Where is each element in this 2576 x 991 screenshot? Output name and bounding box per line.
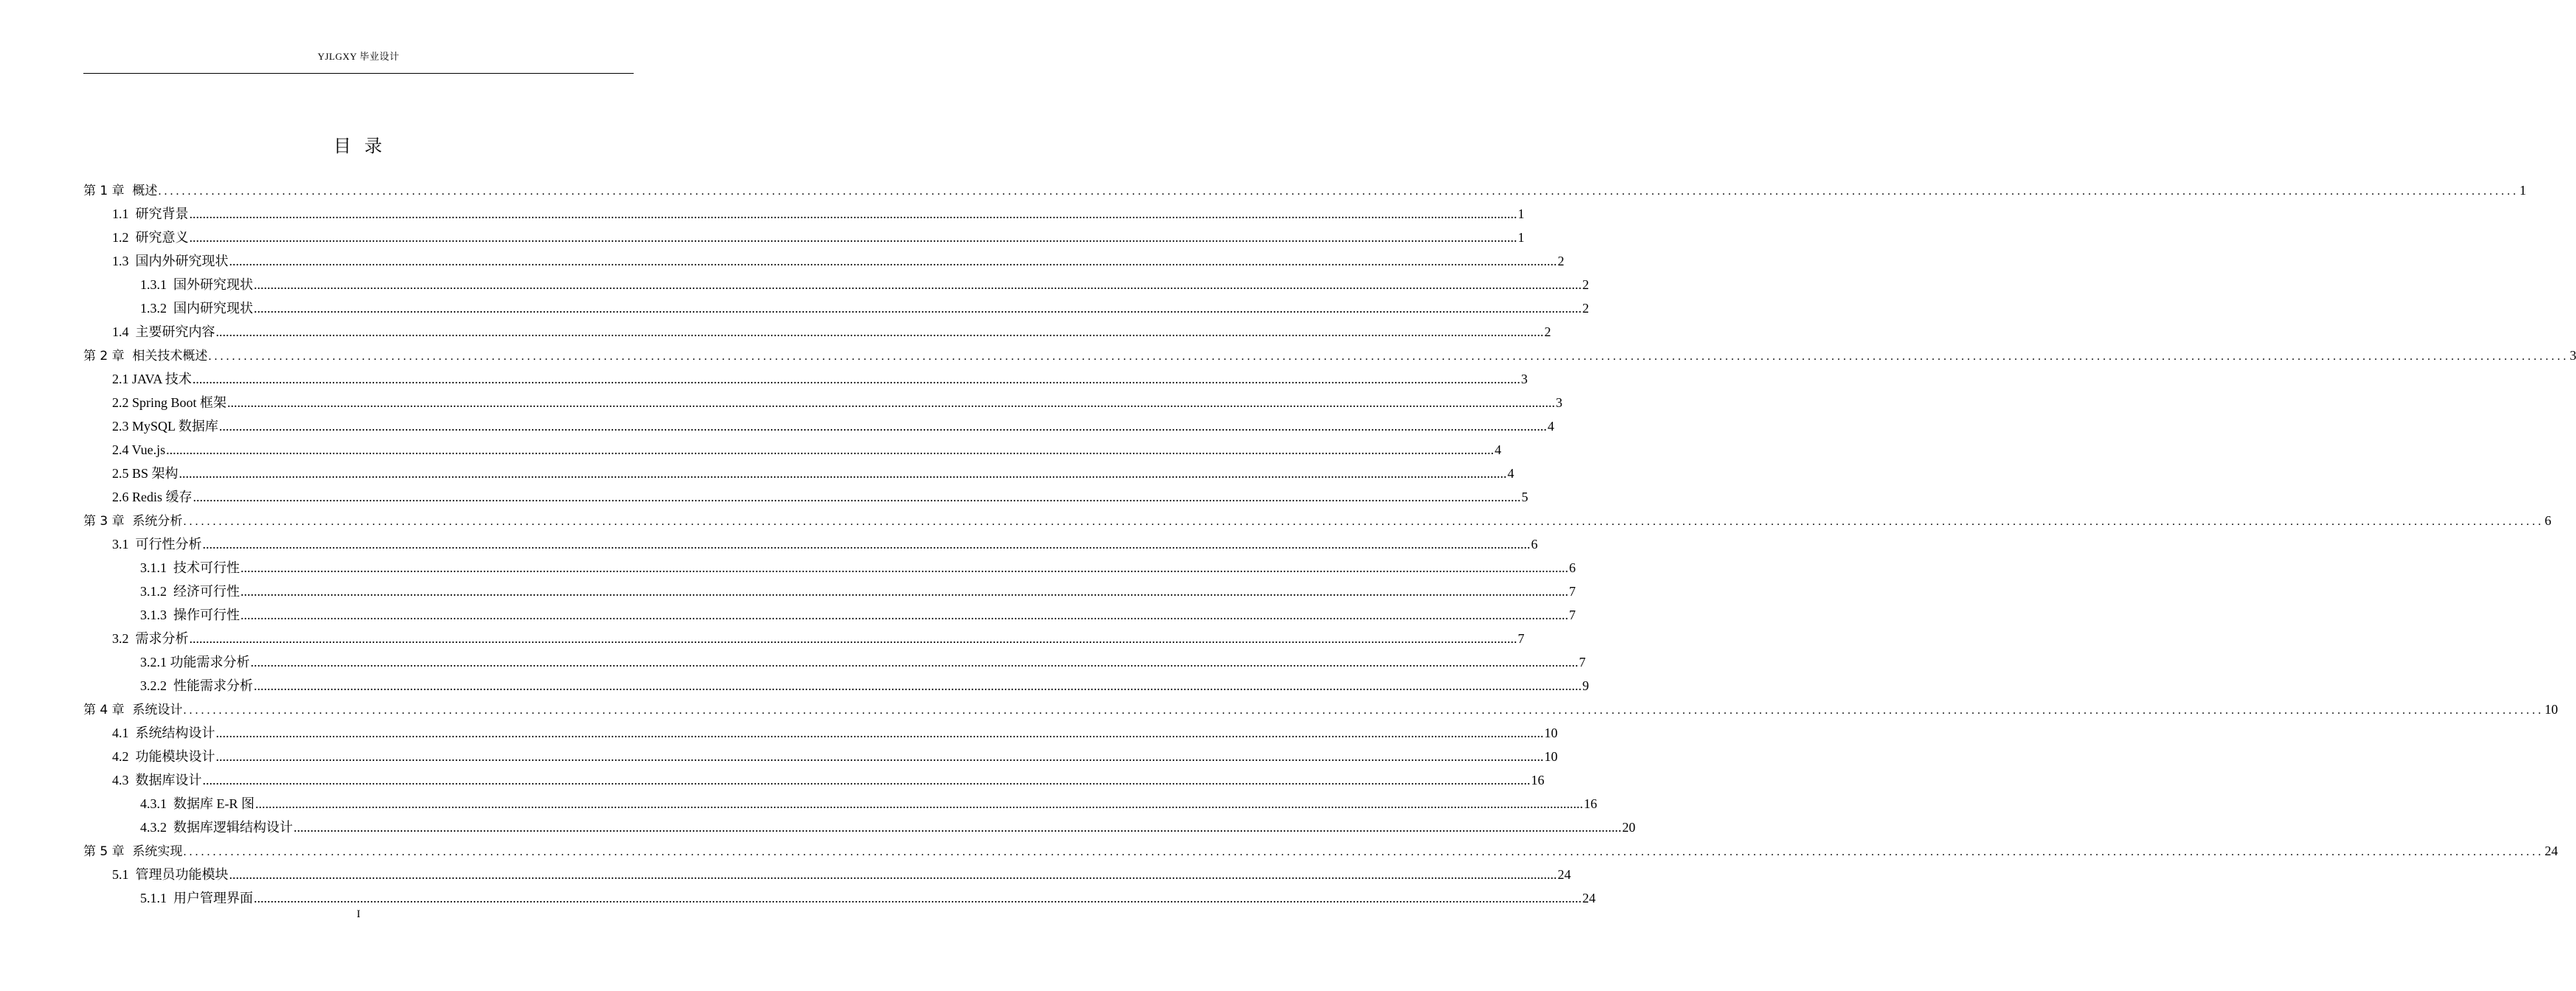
dot-leader: ................................................................................................................................................................................................................................................................................................................................................................................................................ [254, 301, 1582, 316]
toc-entry-label: 2.2 Spring Boot 框架 [112, 395, 227, 410]
dot-leader: ................................................................................................................................................................................................................................................................................................................................................................................................................ [255, 796, 1583, 811]
toc-entry-label: 3.1 可行性分析 [112, 537, 202, 552]
dot-leader: ................................................................................................................................................................................................................................................................................................................................................................................................................ [208, 350, 2569, 363]
toc-entry-page: 10 [1544, 749, 1558, 764]
toc-entry-page: 2 [1582, 277, 1589, 292]
toc-entry-label: 4.1 系统结构设计 [112, 726, 215, 740]
dot-leader: ................................................................................................................................................................................................................................................................................................................................................................................................................ [250, 655, 1579, 670]
toc-entry-page: 16 [1584, 796, 1597, 811]
toc-entry-page: 3 [1556, 395, 1563, 410]
toc-entry-page: 4 [1507, 466, 1514, 481]
dot-leader: ................................................................................................................................................................................................................................................................................................................................................................................................................ [189, 206, 1517, 221]
toc-section-entry[interactable] [83, 414, 1554, 438]
toc-chapter-entry[interactable] [83, 178, 2527, 202]
toc-chapter-entry[interactable] [83, 839, 2558, 863]
toc-entry-label: 第 5 章 系统实现 [83, 844, 183, 859]
toc-section-entry[interactable] [83, 273, 1589, 296]
dot-leader: ................................................................................................................................................................................................................................................................................................................................................................................................................ [240, 584, 1568, 599]
toc-entry-label: 第 3 章 系统分析 [83, 514, 183, 529]
toc-entry-label: 3.2.1 功能需求分析 [140, 655, 250, 670]
page-header: YJLGXY 毕业设计 [317, 51, 400, 62]
toc-entry-page: 24 [1557, 867, 1571, 882]
toc-entry-label: 3.1.1 技术可行性 [140, 560, 240, 575]
dot-leader: ................................................................................................................................................................................................................................................................................................................................................................................................................ [189, 230, 1517, 245]
toc-section-entry[interactable] [83, 863, 1571, 886]
toc-entry-page: 7 [1569, 584, 1576, 599]
toc-entry-label: 1.3.2 国内研究现状 [140, 301, 253, 316]
dot-leader: ................................................................................................................................................................................................................................................................................................................................................................................................................ [179, 466, 1507, 481]
toc-entry-label: 1.3 国内外研究现状 [112, 254, 229, 268]
toc-entry-page: 1 [1517, 206, 1525, 221]
dot-leader: ................................................................................................................................................................................................................................................................................................................................................................................................................ [240, 560, 1568, 575]
dot-leader: ................................................................................................................................................................................................................................................................................................................................................................................................................ [183, 515, 2544, 528]
toc-entry-page: 7 [1579, 655, 1586, 670]
toc-entry-page: 5 [1521, 490, 1528, 504]
table-of-contents [83, 178, 2576, 910]
dot-leader: ................................................................................................................................................................................................................................................................................................................................................................................................................ [193, 490, 1521, 504]
toc-chapter-entry[interactable] [83, 344, 2576, 367]
toc-entry-page: 6 [1569, 560, 1576, 575]
toc-entry-label: 第 4 章 系统设计 [83, 703, 183, 717]
toc-section-entry[interactable] [83, 367, 1528, 391]
dot-leader: ................................................................................................................................................................................................................................................................................................................................................................................................................ [183, 704, 2544, 717]
toc-title: 目 录 [333, 137, 384, 156]
toc-section-entry[interactable] [83, 721, 1558, 745]
toc-entry-page: 3 [1520, 372, 1528, 386]
toc-entry-page: 24 [1582, 891, 1596, 905]
dot-leader: ................................................................................................................................................................................................................................................................................................................................................................................................................ [254, 277, 1582, 292]
toc-section-entry[interactable] [83, 745, 1558, 768]
toc-entry-label: 1.3.1 国外研究现状 [140, 277, 253, 292]
toc-entry-label: 5.1.1 用户管理界面 [140, 891, 253, 905]
toc-entry-page: 20 [1622, 820, 1635, 835]
toc-section-entry[interactable] [83, 816, 1635, 839]
toc-entry-page: 16 [1531, 773, 1545, 787]
dot-leader: ................................................................................................................................................................................................................................................................................................................................................................................................................ [254, 678, 1582, 693]
dot-leader: ................................................................................................................................................................................................................................................................................................................................................................................................................ [240, 608, 1568, 622]
toc-entry-page: 2 [1557, 254, 1565, 268]
toc-entry-label: 3.2.2 性能需求分析 [140, 678, 253, 693]
toc-section-entry[interactable] [83, 674, 1589, 698]
toc-entry-label: 3.2 需求分析 [112, 631, 189, 646]
toc-section-entry[interactable] [83, 438, 1502, 462]
page-number: I [356, 908, 361, 920]
toc-entry-page: 3 [2569, 348, 2576, 363]
toc-entry-page: 7 [1517, 631, 1525, 646]
toc-entry-page: 10 [1544, 726, 1558, 740]
toc-entry-label: 2.3 MySQL 数据库 [112, 419, 218, 434]
toc-chapter-entry[interactable] [83, 509, 2552, 532]
toc-section-entry[interactable] [83, 226, 1525, 249]
dot-leader: ................................................................................................................................................................................................................................................................................................................................................................................................................ [215, 324, 1544, 339]
toc-entry-page: 1 [2519, 183, 2527, 198]
toc-section-entry[interactable] [83, 320, 1551, 344]
dot-leader: ................................................................................................................................................................................................................................................................................................................................................................................................................ [189, 631, 1517, 646]
toc-entry-label: 2.5 BS 架构 [112, 466, 179, 481]
toc-entry-page: 1 [1517, 230, 1525, 245]
toc-entry-page: 4 [1547, 419, 1554, 434]
toc-entry-label: 第 2 章 相关技术概述 [83, 349, 208, 364]
toc-entry-page: 6 [2544, 513, 2552, 528]
toc-chapter-entry[interactable] [83, 698, 2558, 721]
toc-section-entry[interactable] [83, 603, 1576, 627]
dot-leader: ................................................................................................................................................................................................................................................................................................................................................................................................................ [215, 726, 1544, 740]
toc-entry-page: 2 [1544, 324, 1551, 339]
dot-leader: ................................................................................................................................................................................................................................................................................................................................................................................................................ [218, 419, 1547, 434]
dot-leader: ................................................................................................................................................................................................................................................................................................................................................................................................................ [227, 395, 1556, 410]
toc-section-entry[interactable] [83, 462, 1514, 485]
toc-entry-label: 3.1.2 经济可行性 [140, 584, 240, 599]
toc-entry-page: 6 [1531, 537, 1538, 552]
toc-entry-label: 第 1 章 概述 [83, 184, 158, 198]
dot-leader: ................................................................................................................................................................................................................................................................................................................................................................................................................ [192, 372, 1520, 386]
toc-section-entry[interactable] [83, 391, 1563, 414]
toc-section-entry[interactable] [83, 886, 1596, 910]
toc-entry-label: 4.2 功能模块设计 [112, 749, 215, 764]
toc-entry-page: 10 [2544, 702, 2558, 717]
toc-section-entry[interactable] [83, 202, 1525, 226]
dot-leader: ................................................................................................................................................................................................................................................................................................................................................................................................................ [229, 867, 1557, 882]
toc-entry-label: 4.3.2 数据库逻辑结构设计 [140, 820, 293, 835]
toc-entry-label: 2.4 Vue.js [112, 442, 166, 457]
toc-entry-page: 24 [2544, 844, 2558, 858]
toc-entry-page: 7 [1569, 608, 1576, 622]
toc-entry-label: 3.1.3 操作可行性 [140, 608, 240, 622]
toc-entry-page: 2 [1582, 301, 1589, 316]
toc-entry-label: 4.3.1 数据库 E-R 图 [140, 796, 255, 811]
dot-leader: ................................................................................................................................................................................................................................................................................................................................................................................................................ [202, 537, 1531, 552]
dot-leader: ................................................................................................................................................................................................................................................................................................................................................................................................................ [158, 185, 2519, 198]
toc-entry-page: 9 [1582, 678, 1589, 693]
toc-entry-label: 4.3 数据库设计 [112, 773, 202, 787]
dot-leader: ................................................................................................................................................................................................................................................................................................................................................................................................................ [166, 442, 1495, 457]
toc-section-entry[interactable] [83, 556, 1576, 580]
toc-entry-label: 1.2 研究意义 [112, 230, 189, 245]
dot-leader: ................................................................................................................................................................................................................................................................................................................................................................................................................ [294, 820, 1621, 835]
header-divider [83, 73, 634, 74]
dot-leader: ................................................................................................................................................................................................................................................................................................................................................................................................................ [215, 749, 1544, 764]
toc-section-entry[interactable] [83, 296, 1589, 320]
toc-section-entry[interactable] [83, 768, 1545, 792]
toc-entry-page: 4 [1495, 442, 1502, 457]
toc-entry-label: 5.1 管理员功能模块 [112, 867, 229, 882]
dot-leader: ................................................................................................................................................................................................................................................................................................................................................................................................................ [229, 254, 1557, 268]
toc-section-entry[interactable] [83, 532, 1538, 556]
toc-section-entry[interactable] [83, 792, 1597, 816]
dot-leader: ................................................................................................................................................................................................................................................................................................................................................................................................................ [254, 891, 1582, 905]
toc-entry-label: 1.1 研究背景 [112, 206, 189, 221]
toc-section-entry[interactable] [83, 249, 1565, 273]
toc-section-entry[interactable] [83, 485, 1528, 509]
dot-leader: ................................................................................................................................................................................................................................................................................................................................................................................................................ [202, 773, 1531, 787]
toc-entry-label: 2.6 Redis 缓存 [112, 490, 193, 504]
dot-leader: ................................................................................................................................................................................................................................................................................................................................................................................................................ [183, 846, 2544, 858]
toc-entry-label: 1.4 主要研究内容 [112, 324, 215, 339]
toc-section-entry[interactable] [83, 650, 1586, 674]
toc-section-entry[interactable] [83, 627, 1525, 650]
toc-entry-label: 2.1 JAVA 技术 [112, 372, 192, 386]
toc-section-entry[interactable] [83, 580, 1576, 603]
